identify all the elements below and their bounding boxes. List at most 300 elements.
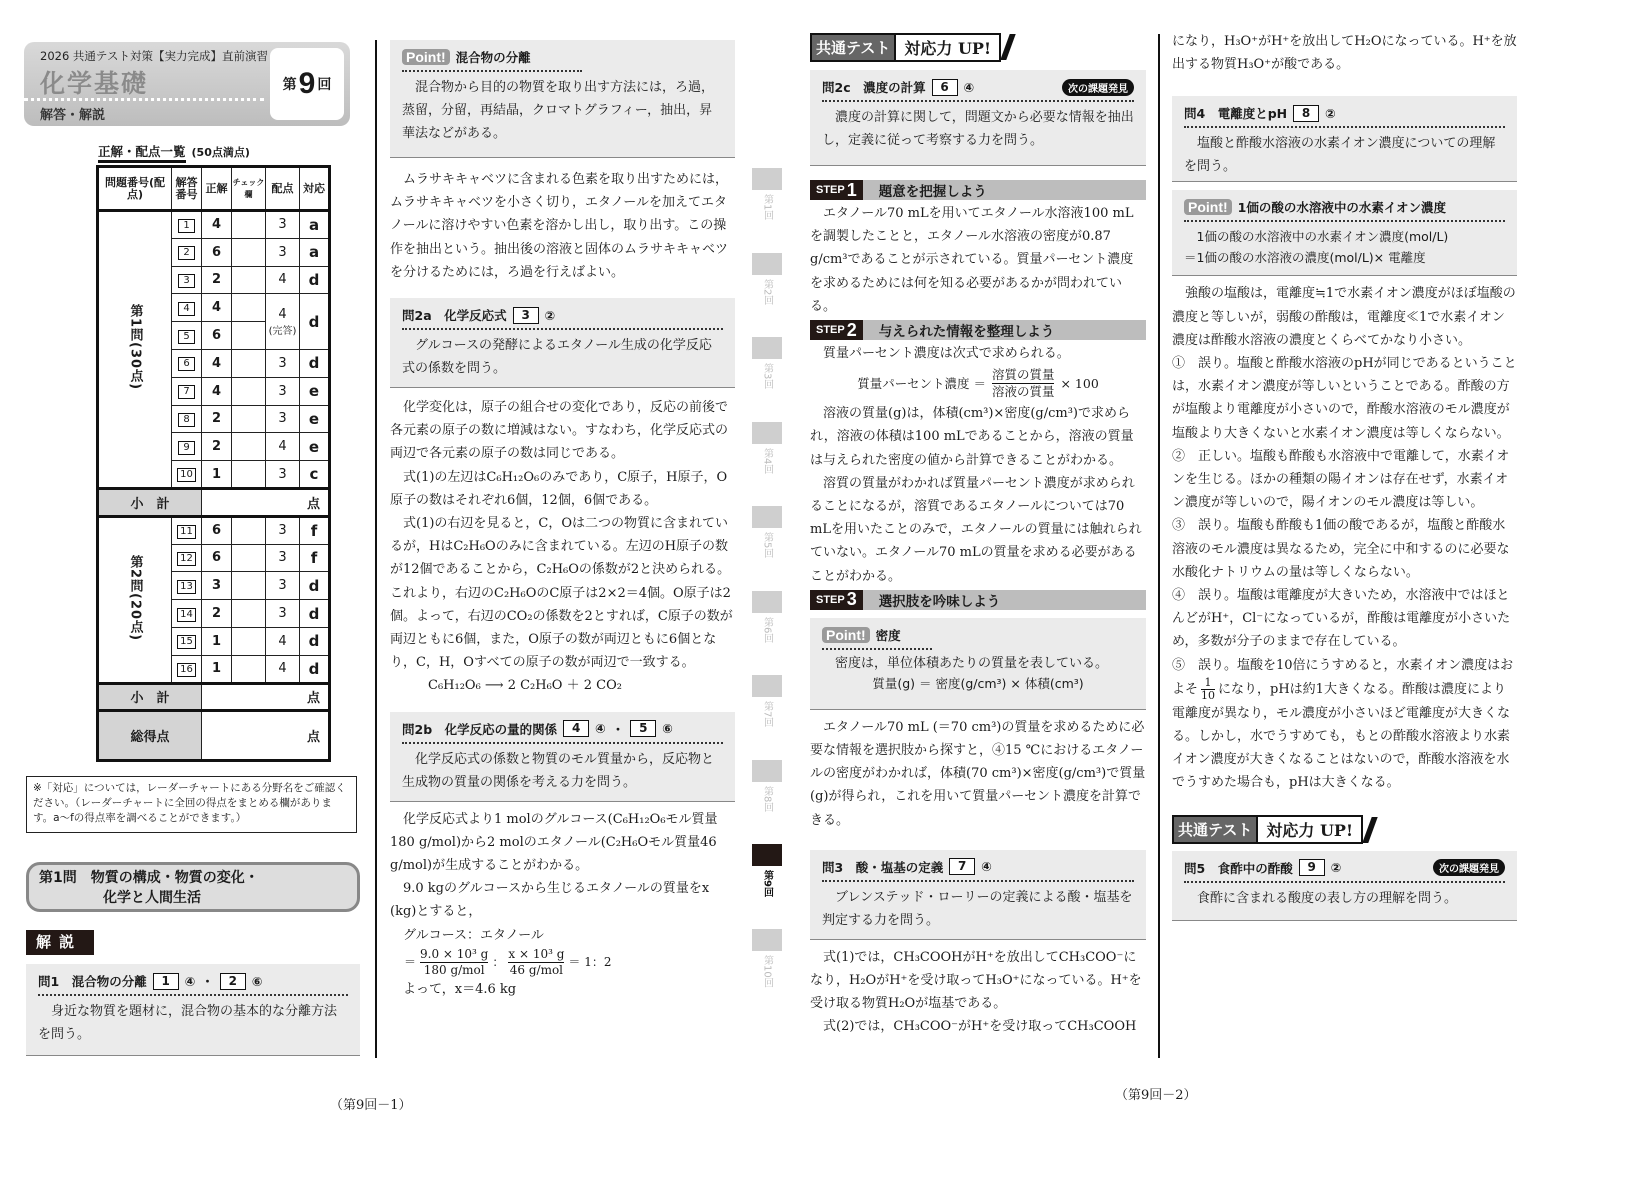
- tab-marker: [752, 422, 782, 444]
- category: e: [300, 405, 330, 433]
- question-1-desc: 身近な物質を題材に，混合物の基本的な分離方法を問う。: [38, 1004, 338, 1042]
- point-body: 密度は，単位体積あたりの質量を表している。: [835, 655, 1109, 671]
- point-head: [1184, 198, 1505, 222]
- answer-box: 3: [513, 307, 539, 324]
- answer-number: [172, 600, 202, 628]
- density-formula: 質量(g) ＝ 密度(g/cm³) × 体積(cm³): [872, 675, 1084, 691]
- round-tab[interactable]: [752, 422, 782, 474]
- question-5-head: [1184, 859, 1505, 883]
- up-banner: [810, 34, 1146, 60]
- point-formula-line2: ＝1価の酸の水溶液の濃度(mol/L)× 電離度: [1184, 250, 1426, 266]
- fraction: [992, 367, 1055, 400]
- paragraph: 式(1)の右辺を見ると，C，Oは二つの物質に含まれているが，HはC₂H₆Oのみに含まれている。左辺のH原子の数が12個であることから，C₂H₆Oの係数が2と決められる。これより，右辺のC₂H₆OのC原子は2×2＝4個。O原子は2個。よって，右辺のCO₂の係数を2とすれば，C原子の数が両辺ともに6個，また，O原子の数が両辺ともに6個となり，C，H，Oすべての原子の数が両辺で一致する。: [390, 516, 733, 671]
- check-cell[interactable]: [232, 238, 266, 266]
- numerator: 9.0 × 10³ g: [420, 946, 489, 961]
- column-2: [390, 40, 735, 1001]
- section-heading-line2: 化学と人間生活: [103, 890, 201, 906]
- correct-answer: 2: [202, 266, 232, 294]
- category: e: [300, 433, 330, 461]
- point-box-hydrogen-ion: [1172, 190, 1517, 276]
- category: d: [300, 572, 330, 600]
- question-2c-desc: 濃度の計算に関して，問題文から必要な情報を抽出し，定義に従って考察する力を問う。: [822, 110, 1134, 148]
- point-title: 密度: [875, 627, 901, 643]
- correct-answer: 2: [202, 600, 232, 628]
- paragraph: になり，H₃O⁺がH⁺を放出してH₂Oになっている。H⁺を放出する物質H₃O⁺が酸である。: [1172, 34, 1517, 73]
- correct-answer: 2: [202, 405, 232, 433]
- answer-number: [172, 544, 202, 572]
- round-prefix: 第: [282, 77, 297, 93]
- check-cell[interactable]: [232, 377, 266, 405]
- banner-subtitle: 2026 共通テスト対策【実力完成】直前演習: [40, 49, 268, 63]
- answer-box: 1: [153, 973, 179, 990]
- answer-number-box: 16: [177, 663, 196, 677]
- answer-table-header: [98, 167, 330, 211]
- tab-label: 第2回: [761, 278, 773, 305]
- points: 3: [266, 516, 300, 544]
- answer-box: 4: [563, 720, 589, 737]
- category: e: [300, 377, 330, 405]
- commentary-label: 解説: [26, 930, 94, 955]
- point-label: Point!: [1184, 199, 1232, 215]
- paragraph: 化学反応式より1 molのグルコース(C₆H₁₂O₆モル質量180 g/mol)から2 molのエタノール(C₂H₆Oモル質量46 g/mol)が生成することがわかる。: [390, 811, 718, 874]
- answer-number-box: 11: [177, 525, 196, 539]
- check-cell[interactable]: [232, 600, 266, 628]
- paragraph: 式(2)では，CH₃COO⁻がH⁺を受け取ってCH₃COOH: [823, 1019, 1137, 1035]
- paragraph: エタノール70 mL (＝70 cm³)の質量を求めるために必要な情報を選択肢から探すと，④15 ℃におけるエタノールの密度がわかれば，体積(70 cm³)×密度(g/cm³)で質量(g)が得られ，これを用いて質量パーセント濃度を計算できる。: [810, 719, 1146, 828]
- tab-label: 第4回: [761, 447, 773, 474]
- colon: ：: [492, 954, 505, 969]
- step-1: [810, 180, 1146, 318]
- step-title: 題意を把握しよう: [878, 184, 987, 200]
- page-footer-1: （第9回－1）: [330, 1098, 412, 1113]
- answer-number: [172, 627, 202, 655]
- category: f: [300, 516, 330, 544]
- check-cell[interactable]: [232, 544, 266, 572]
- question-2b-box: [390, 712, 735, 802]
- check-cell[interactable]: [232, 572, 266, 600]
- answer-number: [172, 322, 202, 350]
- answer-choice: ⑥: [251, 973, 263, 989]
- subtotal-label: 小 計: [98, 488, 202, 516]
- tab-label: 第8回: [761, 785, 773, 812]
- question-4-head: [1184, 104, 1505, 128]
- answer-number: [172, 377, 202, 405]
- answer-choice: ②: [1330, 860, 1342, 876]
- col-correct: 正解: [202, 167, 232, 211]
- col-answer-number: 解答番号: [172, 167, 202, 211]
- answer-number-box: 6: [178, 357, 195, 371]
- step-label: STEP: [816, 593, 845, 606]
- point-box-density: [810, 618, 1146, 710]
- body-text: [810, 716, 1146, 832]
- step-3-bar: [810, 590, 1146, 610]
- body-text: [390, 808, 735, 1001]
- body-text: [1172, 282, 1517, 794]
- answer-box: 8: [1293, 105, 1319, 122]
- answer-number: [172, 349, 202, 377]
- category: d: [300, 349, 330, 377]
- tab-marker: [752, 506, 782, 528]
- step-title: 与えられた情報を整理しよう: [878, 324, 1055, 341]
- choice-explanation-1: ① 誤り。塩酸と酢酸水溶液のpHが同じであるということは，水素イオン濃度が等しいということである。酢酸の方が塩酸より電離度が小さいので，酢酸水溶液のモル濃度が塩酸より大きくないと水素イオン濃度は等しくならない。: [1172, 356, 1517, 441]
- up-banner-label: 共通テスト: [810, 33, 896, 62]
- question-2c-box: [810, 70, 1146, 166]
- tab-marker: [752, 929, 782, 951]
- check-cell[interactable]: [232, 433, 266, 461]
- category: a: [300, 211, 330, 239]
- question-5-box: [1172, 851, 1517, 921]
- point-title: 混合物の分離: [455, 50, 531, 65]
- separator: ・: [611, 721, 625, 737]
- answer-number: [172, 238, 202, 266]
- formula-right: × 100: [1060, 376, 1099, 392]
- check-cell[interactable]: [232, 405, 266, 433]
- question-1-title: 問1 混合物の分離: [38, 974, 147, 989]
- points: 3: [266, 572, 300, 600]
- slash-decoration: [1362, 817, 1377, 843]
- denominator: 180 g/mol: [423, 962, 485, 977]
- check-cell[interactable]: [232, 322, 266, 350]
- points: 3: [266, 377, 300, 405]
- correct-answer: 4: [202, 377, 232, 405]
- banner-dots: [24, 98, 264, 101]
- tab-marker: [752, 760, 782, 782]
- category: d: [300, 600, 330, 628]
- round-tab[interactable]: [752, 675, 782, 727]
- answer-number-box: 8: [178, 413, 195, 427]
- answer-number-box: 15: [177, 635, 196, 649]
- check-cell[interactable]: [232, 655, 266, 683]
- section-label-text: 第2問(20点): [127, 554, 143, 641]
- answer-number-box: 9: [178, 441, 195, 455]
- paragraph: 質量パーセント濃度は次式で求められる。: [823, 346, 1070, 362]
- question-3-desc: ブレンステッド・ローリーの定義による酸・塩基を判定する力を問う。: [822, 889, 1133, 928]
- paragraph: ムラサキキャベツに含まれる色素を取り出すためには，ムラサキキャベツを小さく切り，エタノールを加えてエタノールに溶けやすい色素を溶かし出し，取り出す。この操作を抽出という。抽出後の溶液と固体のムラサキキャベツを分けるためには，ろ過を行えばよい。: [390, 172, 729, 280]
- section-label-text: 第1問(30点): [127, 304, 143, 391]
- grand-total-row: [98, 711, 330, 761]
- category: f: [300, 544, 330, 572]
- question-2c-head: [822, 78, 1134, 102]
- point-head: [822, 626, 932, 650]
- ratio-result: ＝ 1：2: [568, 954, 612, 969]
- denominator: 溶液の質量: [991, 384, 1055, 400]
- question-3-head: [822, 858, 1134, 882]
- col-category: 対応: [300, 167, 330, 211]
- check-cell[interactable]: [232, 516, 266, 544]
- subtotal-input[interactable]: 点: [202, 683, 330, 711]
- question-5-title: 問5 食酢中の酢酸: [1184, 860, 1293, 876]
- page-footer-2: （第9回－2）: [1115, 1088, 1197, 1103]
- answer-number-box: 10: [177, 468, 196, 482]
- answer-number-box: 1: [178, 219, 195, 233]
- point-head: [402, 48, 582, 72]
- next-task-badge: 次の課題発見: [1433, 859, 1505, 876]
- category: a: [300, 238, 330, 266]
- banner-title: 化学基礎: [40, 69, 149, 98]
- category: d: [300, 266, 330, 294]
- body-text: [1172, 30, 1517, 76]
- answer-box: 6: [932, 79, 958, 96]
- round-suffix: 回: [317, 77, 332, 93]
- round-tab[interactable]: [752, 337, 782, 389]
- percent-formula: [810, 367, 1146, 400]
- check-cell[interactable]: [232, 294, 266, 322]
- answer-choice: ⑥: [662, 721, 673, 737]
- question-2a-box: [390, 298, 735, 388]
- answer-number: [172, 433, 202, 461]
- answer-number: [172, 405, 202, 433]
- step-3: [810, 590, 1146, 832]
- step-label: STEP: [816, 184, 845, 196]
- correct-answer: 1: [202, 461, 232, 489]
- correct-answer: 6: [202, 544, 232, 572]
- subtotal-row-1: [98, 488, 330, 516]
- grand-total-label: 総得点: [98, 711, 202, 761]
- tab-label: 第10回: [761, 954, 773, 988]
- answer-choice: ②: [1325, 105, 1336, 121]
- correct-answer: 2: [202, 433, 232, 461]
- correct-answer: 6: [202, 238, 232, 266]
- answer-number: [172, 211, 202, 239]
- answer-number: [172, 572, 202, 600]
- answer-box: 5: [630, 720, 656, 737]
- points: 3: [266, 600, 300, 628]
- answer-row: [98, 516, 330, 544]
- step-1-bar: [810, 180, 1146, 200]
- formula-left: 質量パーセント濃度 ＝: [857, 376, 986, 392]
- column-3: [810, 34, 1146, 1039]
- up-banner-text: 対応力 UP!: [1258, 815, 1363, 844]
- answer-box: 9: [1299, 859, 1325, 876]
- tab-marker: [752, 253, 782, 275]
- answer-row: [98, 211, 330, 239]
- points: 3: [266, 461, 300, 489]
- question-2b-title: 問2b 化学反応の量的関係: [402, 721, 558, 737]
- answer-table-title: [98, 142, 250, 160]
- section-heading: [26, 862, 360, 912]
- step-2: [810, 320, 1146, 588]
- paragraph: 溶質の質量がわかれば質量パーセント濃度が求められることになるが，溶質であるエタノールについては70 mLを用いたことのみで，エタノールの質量には触れられていない。エタノール70 mLの質量を求める必要があることがわかる。: [810, 475, 1142, 584]
- tab-label: 第1回: [761, 194, 773, 221]
- tab-marker: [752, 337, 782, 359]
- category: c: [300, 461, 330, 489]
- tab-marker: [752, 675, 782, 697]
- paragraph: エタノール70 mLを用いてエタノール水溶液100 mLを調製したことと，エタノール水溶液の密度が0.87 g/cm³であることが示されている。質量パーセント濃度を求めるためには何を知る必要があるかが問われている。: [810, 206, 1134, 314]
- fraction: [1201, 677, 1215, 702]
- question-1-box: [26, 964, 360, 1056]
- paragraph: 式(1)では，CH₃COOHがH⁺を放出してCH₃COO⁻になり，H₂OがH⁺を受け取ってH₃O⁺になっている。H⁺を受け取る物質H₂Oが塩基である。: [810, 949, 1142, 1012]
- question-3-title: 問3 酸・塩基の定義: [822, 859, 944, 875]
- column-divider: [1158, 34, 1160, 1058]
- slash-decoration: [1000, 34, 1015, 60]
- step-label: STEP: [816, 324, 845, 337]
- correct-answer: 6: [202, 516, 232, 544]
- points: 4: [266, 266, 300, 294]
- tab-marker: [752, 844, 782, 866]
- next-task-badge: 次の課題発見: [1062, 79, 1134, 96]
- round-tab[interactable]: [752, 844, 782, 897]
- answer-number: [172, 516, 202, 544]
- point-label: Point!: [822, 627, 870, 643]
- numerator: 1: [1201, 677, 1215, 690]
- choice-5-text-a: ⑤ 誤り。塩酸を10倍にうすめると，水素イオン濃度はおよそ: [1172, 657, 1514, 697]
- answer-table-total-points: (50点満点): [191, 146, 250, 159]
- points-note: (完答): [268, 325, 297, 337]
- tab-marker: [752, 591, 782, 613]
- points: 3: [266, 405, 300, 433]
- body-text: [810, 202, 1146, 318]
- correct-answer: 3: [202, 572, 232, 600]
- denominator: 10: [1201, 688, 1216, 702]
- title-banner: [24, 42, 350, 126]
- check-cell[interactable]: [232, 627, 266, 655]
- step-title: 選択肢を吟味しよう: [878, 593, 1001, 610]
- question-2c-title: 問2c 濃度の計算: [822, 80, 926, 95]
- round-badge: [270, 48, 344, 120]
- points: 3: [266, 211, 300, 239]
- category: d: [300, 627, 330, 655]
- question-2a-head: [402, 306, 723, 330]
- col-points: 配点: [266, 167, 300, 211]
- paragraph: グルコース：エタノール: [403, 927, 544, 943]
- paragraph: 溶液の質量(g)は，体積(cm³)×密度(g/cm³)で求められ，溶液の体積は100 mLであることから，溶液の質量は与えられた密度の値から計算できることがわかる。: [810, 406, 1134, 468]
- question-5-desc: 食酢に含まれる酸度の表し方の理解を問う。: [1197, 890, 1458, 906]
- step-tag: [810, 180, 863, 200]
- numerator: 溶質の質量: [991, 367, 1055, 383]
- step-number: 1: [846, 179, 857, 200]
- points: 3: [266, 349, 300, 377]
- column-divider: [375, 40, 377, 1058]
- up-banner: [1172, 817, 1517, 843]
- round-tab[interactable]: [752, 760, 782, 812]
- section-heading-line1: 第1問 物質の構成・物質の変化・: [39, 870, 259, 886]
- grand-total-input[interactable]: 点: [202, 711, 330, 761]
- answer-number: [172, 461, 202, 489]
- round-tab[interactable]: [752, 506, 782, 558]
- points: 3: [266, 238, 300, 266]
- answer-choice: ②: [544, 307, 556, 323]
- choice-explanation-5: [1172, 654, 1517, 795]
- section-label: [98, 516, 172, 683]
- point-title: 1価の酸の水溶液中の水素イオン濃度: [1237, 200, 1446, 216]
- subtotal-input[interactable]: 点: [202, 488, 330, 516]
- separator: ・: [201, 974, 214, 989]
- round-tab[interactable]: [752, 168, 782, 220]
- points: 4: [278, 306, 287, 322]
- points: 4: [266, 433, 300, 461]
- col-problem: 問題番号(配点): [98, 167, 172, 211]
- fraction-equation: [390, 947, 735, 978]
- question-1-head: [38, 972, 348, 996]
- column-4: [1172, 30, 1517, 921]
- question-2a-desc: グルコースの発酵によるエタノール生成の化学反応式の係数を問う。: [402, 338, 712, 377]
- section-label: [98, 211, 172, 489]
- tab-label: 第9回: [761, 870, 773, 897]
- subtotal-label: 小 計: [98, 683, 202, 711]
- paragraph: 式(1)の左辺はC₆H₁₂O₆のみであり，C原子，H原子，O原子の数はそれぞれ6個，12個，6個である。: [390, 469, 728, 508]
- answer-choice: ④: [184, 973, 196, 989]
- correct-answer: 6: [202, 322, 232, 350]
- paragraph: よって，x＝4.6 kg: [403, 981, 517, 997]
- denominator: 46 g/mol: [509, 962, 564, 977]
- answer-number-box: 4: [178, 302, 195, 316]
- answer-number: [172, 294, 202, 322]
- body-text: [390, 396, 735, 698]
- check-cell[interactable]: [232, 461, 266, 489]
- question-2b-head: [402, 720, 723, 744]
- tab-label: 第5回: [761, 532, 773, 559]
- answer-table: [96, 165, 331, 762]
- question-2a-title: 問2a 化学反応式: [402, 308, 507, 324]
- points: 4: [266, 627, 300, 655]
- col-check: チェック欄: [232, 167, 266, 211]
- answer-choice: ④: [981, 859, 992, 875]
- body-text: [810, 342, 1146, 588]
- answer-number-box: 7: [178, 385, 195, 399]
- fraction: [508, 947, 564, 978]
- category: d: [300, 294, 330, 350]
- point-label: Point!: [402, 49, 450, 65]
- up-banner-text: 対応力 UP!: [896, 33, 1001, 62]
- choice-explanation-2: ② 正しい。塩酸も酢酸も水溶液中で電離して，水素イオンを生じる。ほかの種類の陽イオンは存在せず，水素イオン濃度が等しいので，陽イオンのモル濃度は等しい。: [1172, 448, 1510, 511]
- answer-number-box: 14: [177, 608, 196, 622]
- banner-answers-label: 解答・解説: [40, 108, 106, 123]
- check-cell[interactable]: [232, 349, 266, 377]
- body-text: [810, 946, 1146, 1039]
- answer-number: [172, 655, 202, 683]
- question-3-box: [810, 850, 1146, 940]
- point-body: 混合物から目的の物質を取り出す方法には，ろ過，蒸留，分留，再結晶，クロマトグラフィー，抽出，昇華法などがある。: [402, 80, 715, 141]
- choice-5-text-b: になり，pHは約1大きくなる。酢酸は濃度により電離度が異なり，モル濃度が小さいほど電離度が大きくなる。しかし，水でうすめても，もとの酢酸水溶液より水素イオン濃度が大きくなることはないので，酢酸水溶液を水でうすめた場合も，pHは大きくなる。: [1172, 681, 1511, 791]
- choice-explanation-3: ③ 誤り。塩酸も酢酸も1価の酸であるが，塩酸と酢酸水溶液のモル濃度は異なるため，完全に中和するのに必要な水酸化ナトリウムの量は等しくならない。: [1172, 518, 1510, 580]
- answer-choice: ④: [963, 79, 975, 95]
- answer-number: [172, 266, 202, 294]
- fraction: [420, 947, 488, 978]
- round-tab[interactable]: [752, 929, 782, 988]
- question-4-title: 問4 電離度とpH: [1184, 106, 1288, 122]
- point-box-separation: [390, 40, 735, 158]
- up-banner-label: 共通テスト: [1172, 815, 1258, 844]
- answer-box: 7: [949, 858, 975, 875]
- answer-table-heading: 正解・配点一覧: [98, 144, 186, 163]
- correct-answer: 1: [202, 627, 232, 655]
- tab-label: 第6回: [761, 616, 773, 643]
- tab-label: 第3回: [761, 363, 773, 390]
- answer-number-box: 2: [178, 246, 195, 260]
- subtotal-row-2: [98, 683, 330, 711]
- step-tag: [810, 590, 863, 610]
- correct-answer: 1: [202, 655, 232, 683]
- step-number: 3: [846, 589, 857, 610]
- points-cell: [266, 294, 300, 350]
- round-tab[interactable]: [752, 253, 782, 305]
- points: 3: [266, 544, 300, 572]
- point-formula-line1: 1価の酸の水溶液中の水素イオン濃度(mol/L): [1196, 229, 1449, 245]
- body-text: [390, 168, 735, 284]
- question-4-box: [1172, 96, 1517, 182]
- check-cell[interactable]: [232, 211, 266, 239]
- check-cell[interactable]: [232, 266, 266, 294]
- answer-choice: ④: [595, 721, 606, 737]
- round-number: 9: [298, 67, 316, 100]
- correct-answer: 4: [202, 349, 232, 377]
- question-2b-desc: 化学反応式の係数と物質のモル質量から，反応物と生成物の質量の関係を考える力を問う。: [402, 751, 715, 790]
- answer-number-box: 12: [177, 552, 196, 566]
- round-tab[interactable]: [752, 591, 782, 643]
- choice-explanation-4: ④ 誤り。塩酸は電離度が大きいため，水溶液中ではほとんどがH⁺，Cl⁻になっているが，酢酸は電離度が小さいため，多数が分子のままで存在している。: [1172, 588, 1511, 650]
- correct-answer: 4: [202, 211, 232, 239]
- radar-chart-note: ※「対応」については，レーダーチャートにある分野名をご確認ください。（レーダーチャートに全回の得点をまとめる欄があります。a～fの得点率を調べることができます。）: [26, 776, 357, 833]
